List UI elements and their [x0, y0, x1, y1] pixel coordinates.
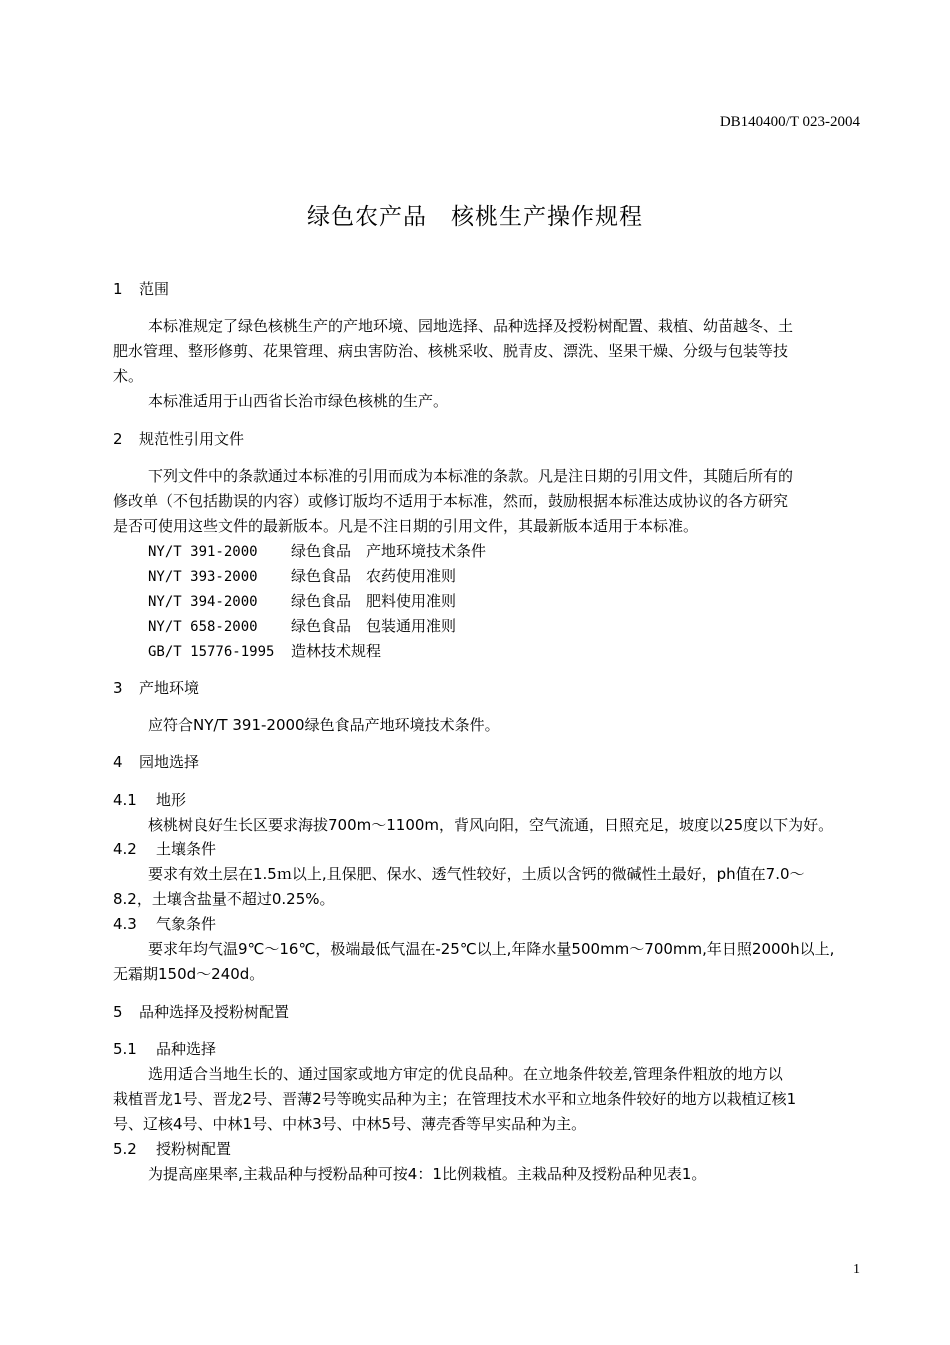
- section-title: 品种选择及授粉树配置: [139, 1003, 290, 1021]
- paragraph-line: 是否可使用这些文件的最新版本。凡是不注日期的引用文件，其最新版本适用于本标准。: [113, 517, 699, 535]
- reference-name: 造林技术规程: [291, 642, 382, 660]
- section-1-heading: [113, 278, 169, 299]
- section-title: 园地选择: [139, 753, 200, 771]
- section-title: 范围: [139, 280, 170, 298]
- reference-item: [148, 565, 456, 586]
- paragraph-line: 要求年均气温9℃～16℃，极端最低气温在-25℃以上,年降水量500mm～700mm,年日照2000h以上,: [148, 940, 835, 958]
- section-2-heading: [113, 428, 244, 449]
- section-4-heading: [113, 751, 199, 772]
- reference-code: NY/T 658-2000: [148, 619, 258, 635]
- subsection-5-2-heading: [113, 1138, 231, 1159]
- subsection-number: 4.2: [113, 840, 137, 858]
- section-title: 产地环境: [139, 679, 200, 697]
- paragraph-line: 修改单（不包括勘误的内容）或修订版均不适用于本标准，然而，鼓励根据本标准达成协议的各方研究: [113, 492, 789, 510]
- page-title: 绿色农产品 核桃生产操作规程: [307, 204, 643, 230]
- subsection-number: 4.1: [113, 791, 137, 809]
- subsection-number: 4.3: [113, 915, 137, 933]
- paragraph-line: 核桃树良好生长区要求海拔700m～1100m，背风向阳，空气流通，日照充足，坡度以25度以下为好。: [148, 816, 834, 834]
- paragraph-line: 为提高座果率,主栽品种与授粉品种可按4：1比例栽植。主栽品种及授粉品种见表1。: [148, 1165, 707, 1183]
- subsection-number: 5.2: [113, 1140, 137, 1158]
- reference-item: [148, 590, 456, 611]
- document-number: DB140400/T 023-2004: [719, 114, 860, 130]
- section-number: 1: [113, 280, 123, 298]
- subsection-4-2-heading: [113, 838, 216, 859]
- reference-name: 绿色食品 肥料使用准则: [291, 592, 457, 610]
- section-number: 3: [113, 679, 123, 697]
- paragraph-line: 应符合NY/T 391-2000绿色食品产地环境技术条件。: [148, 716, 500, 734]
- paragraph-line: 下列文件中的条款通过本标准的引用而成为本标准的条款。凡是注日期的引用文件，其随后所有的: [148, 467, 794, 485]
- reference-name: 绿色食品 包装通用准则: [291, 617, 457, 635]
- reference-name: 绿色食品 农药使用准则: [291, 567, 457, 585]
- subsection-title: 土壤条件: [156, 840, 217, 858]
- subsection-title: 气象条件: [156, 915, 217, 933]
- section-5-heading: [113, 1001, 289, 1022]
- section-number: 5: [113, 1003, 123, 1021]
- paragraph-line: 号、辽核4号、中林1号、中林3号、中林5号、薄壳香等早实品种为主。: [113, 1115, 587, 1133]
- reference-name: 绿色食品 产地环境技术条件: [291, 542, 487, 560]
- subsection-number: 5.1: [113, 1040, 137, 1058]
- reference-item: [148, 540, 486, 561]
- section-title: 规范性引用文件: [139, 430, 245, 448]
- paragraph-line: 肥水管理、整形修剪、花果管理、病虫害防治、核桃采收、脱青皮、漂洗、坚果干燥、分级与包装等技: [113, 342, 789, 360]
- paragraph-line: 本标准适用于山西省长治市绿色核桃的生产。: [148, 392, 449, 410]
- subsection-title: 授粉树配置: [156, 1140, 232, 1158]
- paragraph-line: 无霜期150d～240d。: [113, 965, 265, 983]
- subsection-4-3-heading: [113, 913, 216, 934]
- page-number: 1: [853, 1262, 860, 1277]
- reference-code: NY/T 391-2000: [148, 544, 258, 560]
- section-number: 2: [113, 430, 123, 448]
- section-number: 4: [113, 753, 123, 771]
- paragraph-line: 8.2，土壤含盐量不超过0.25%。: [113, 890, 335, 908]
- subsection-title: 品种选择: [156, 1040, 217, 1058]
- paragraph-line: 栽植晋龙1号、晋龙2号、晋薄2号等晚实品种为主；在管理技术水平和立地条件较好的地方以栽植辽核1: [113, 1090, 797, 1108]
- reference-code: GB/T 15776-1995: [148, 644, 275, 660]
- subsection-title: 地形: [156, 791, 187, 809]
- paragraph-line: 选用适合当地生长的、通过国家或地方审定的优良品种。在立地条件较差,管理条件粗放的地方以: [148, 1065, 783, 1083]
- paragraph-line: 术。: [113, 367, 144, 385]
- subsection-4-1-heading: [113, 789, 186, 810]
- reference-item: [148, 615, 456, 636]
- reference-code: NY/T 394-2000: [148, 594, 258, 610]
- reference-item: [148, 640, 381, 661]
- paragraph-line: 要求有效土层在1.5ｍ以上,且保肥、保水、透气性较好，土质以含钙的微碱性土最好，ph值在7.0～: [148, 865, 805, 883]
- reference-code: NY/T 393-2000: [148, 569, 258, 585]
- paragraph-line: 本标准规定了绿色核桃生产的产地环境、园地选择、品种选择及授粉树配置、栽植、幼苗越冬、土: [148, 317, 794, 335]
- section-3-heading: [113, 677, 199, 698]
- subsection-5-1-heading: [113, 1038, 216, 1059]
